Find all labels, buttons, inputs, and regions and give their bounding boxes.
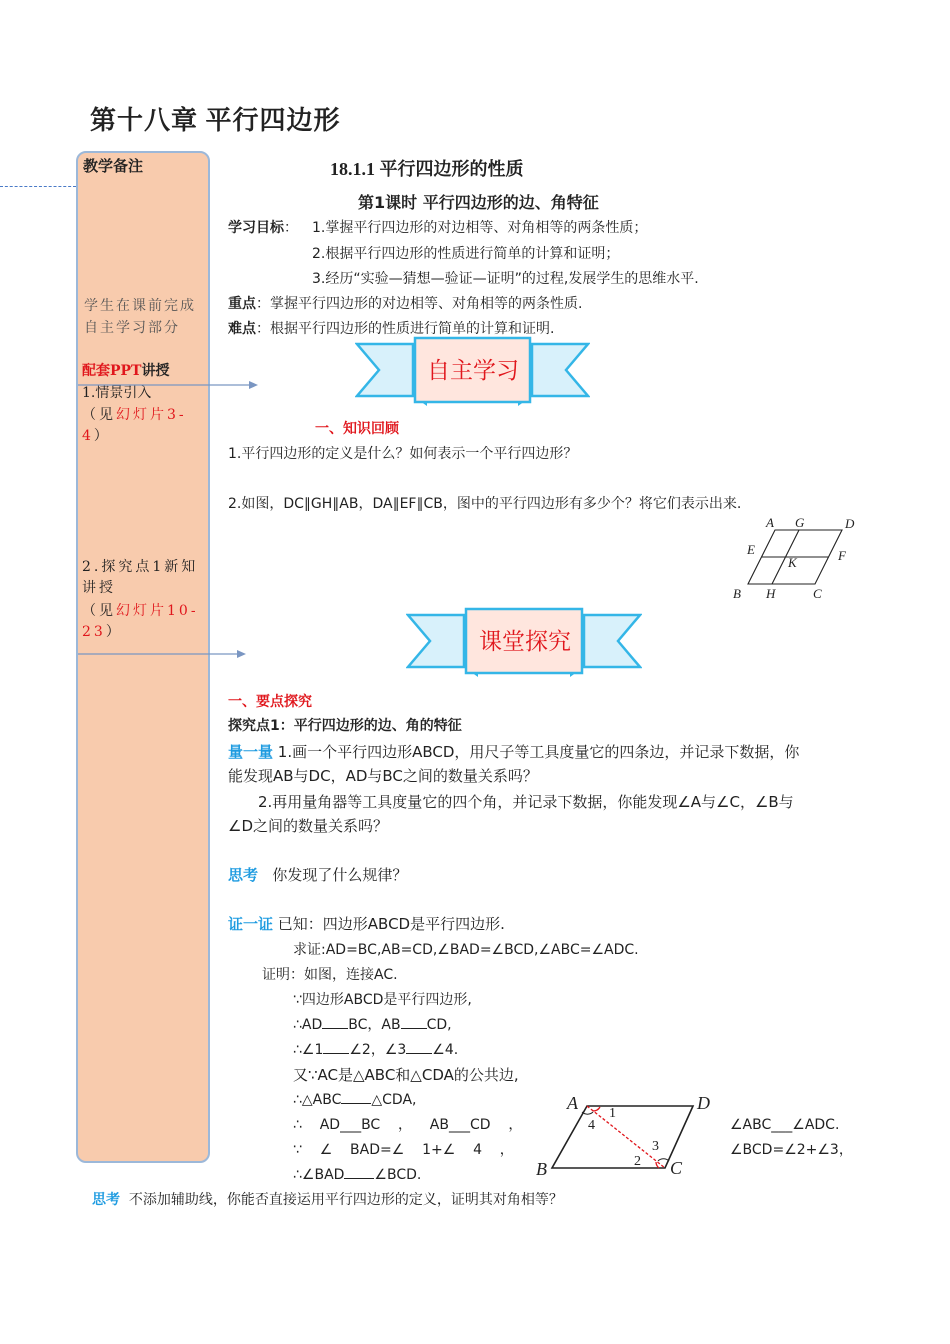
prove-label: 证一证 xyxy=(228,915,274,933)
proof-step-6: ∴ AD___BC ， AB___CD ， xyxy=(293,1117,523,1133)
difficulty-text: ：根据平行四边形的性质进行简单的计算和证明. xyxy=(256,321,555,337)
blank[interactable] xyxy=(341,1091,371,1104)
blank[interactable] xyxy=(344,1166,374,1179)
explore-heading: 一、要点探究 xyxy=(228,694,312,710)
proof-step-2 xyxy=(293,1013,452,1037)
review-q2: 2.如图，DC∥GH∥AB，DA∥EF∥CB，图中的平行四边形有多少个？将它们表示出来. xyxy=(228,496,742,512)
proof-step-7: ∵ ∠ BAD=∠ 1+∠ 4 ， xyxy=(293,1142,514,1158)
blank[interactable] xyxy=(406,1041,432,1054)
proof-step-8 xyxy=(293,1163,421,1187)
ref-slides: 幻灯片10-23 xyxy=(82,603,199,640)
blank[interactable] xyxy=(401,1016,427,1029)
fig1-label-K: K xyxy=(788,555,797,570)
sidebar-note-1: 学生在课前完成 xyxy=(84,298,196,314)
fig2-label-B: B xyxy=(536,1159,547,1179)
fig2-angle-3: 3 xyxy=(652,1139,659,1154)
key-point xyxy=(228,292,582,316)
blank[interactable] xyxy=(323,1041,349,1054)
parallelogram-grid-figure xyxy=(730,512,865,604)
fig2-label-C: C xyxy=(670,1158,683,1178)
fig2-angle-2: 2 xyxy=(634,1154,641,1169)
goal-1: 1.掌握平行四边形的对边相等、对角相等的两条性质； xyxy=(312,220,648,236)
parallelogram-abcd-figure xyxy=(530,1090,720,1180)
think2-label: 思考 xyxy=(92,1192,120,1208)
banner-1-label: 自主学习 xyxy=(427,358,519,384)
s3b: ∠2，∠3 xyxy=(349,1042,407,1058)
fig2-angle-1: 1 xyxy=(609,1106,616,1121)
ref-slides: 幻灯片3-4 xyxy=(82,407,187,444)
goals-label: 学习目标 xyxy=(228,220,284,236)
fig2-label-A: A xyxy=(567,1093,578,1113)
proof-step-7-right: ∠BCD=∠2+∠3， xyxy=(730,1142,853,1158)
fig1-label-C: C xyxy=(813,586,822,601)
known-text: 已知：四边形ABCD是平行四边形. xyxy=(277,915,505,933)
measure-label: 量一量 xyxy=(228,743,274,761)
measure-line-1 xyxy=(228,740,799,764)
sidebar-ppt-red: 配套PPT xyxy=(82,363,142,379)
section-title: 18.1.1 平行四边形的性质 xyxy=(330,159,524,179)
sidebar-heading: 教学备注 xyxy=(83,157,144,175)
proof-step-4: 又∵AC是△ABC和△CDA的公共边, xyxy=(293,1066,519,1084)
s2a: ∴AD xyxy=(293,1017,323,1033)
s2b: BC，AB xyxy=(348,1017,401,1033)
goal-3: 3.经历“实验—猜想—验证—证明”的过程,发展学生的思维水平. xyxy=(312,271,699,287)
s5a: ∴△ABC xyxy=(293,1092,342,1108)
fig1-label-A: A xyxy=(766,515,774,530)
proof-head: 证明：如图，连接AC. xyxy=(262,967,398,983)
s8a: ∴∠BAD xyxy=(293,1167,345,1183)
review-q1: 1.平行四边形的定义是什么？如何表示一个平行四边形？ xyxy=(228,446,578,462)
explore-point-title: 探究点1：平行四边形的边、角的特征 xyxy=(228,718,462,734)
measure-text-1: 1.画一个平行四边形ABCD，用尺子等工具度量它的四条边，并记录下数据，你 xyxy=(277,743,800,761)
s3c: ∠4. xyxy=(432,1042,459,1058)
to-prove: 求证:AD=BC,AB=CD,∠BAD=∠BCD,∠ABC=∠ADC. xyxy=(293,942,639,958)
goals-line-1 xyxy=(228,216,298,240)
think-line xyxy=(228,863,407,887)
prove-line xyxy=(228,912,505,936)
key-point-text: ：掌握平行四边形的对边相等、对角相等的两条性质. xyxy=(256,296,583,312)
fig2-label-D: D xyxy=(697,1093,710,1113)
s5b: △CDA, xyxy=(371,1092,417,1108)
fig2-angle-4: 4 xyxy=(588,1118,595,1133)
proof-step-5 xyxy=(293,1088,417,1112)
goals-colon: ： xyxy=(284,220,298,236)
review-heading: 一、知识回顾 xyxy=(315,421,399,437)
proof-step-6-right: ∠ABC___∠ADC. xyxy=(730,1117,840,1133)
proof-step-3 xyxy=(293,1038,458,1062)
sidebar-note-2: 自主学习部分 xyxy=(84,320,180,336)
think2-line xyxy=(92,1188,563,1212)
chapter-title: 第十八章 平行四边形 xyxy=(90,106,341,135)
think-label: 思考 xyxy=(228,866,259,884)
fig1-label-E: E xyxy=(747,542,755,557)
sidebar-item2-title: 2.探究点1新知讲授 xyxy=(82,559,199,596)
sidebar-ppt-black: 讲授 xyxy=(141,363,170,379)
fig1-label-B: B xyxy=(733,586,741,601)
s3a: ∴∠1 xyxy=(293,1042,324,1058)
key-point-label: 重点 xyxy=(228,296,256,312)
s2c: CD, xyxy=(426,1017,452,1033)
ref-prefix: （见 xyxy=(82,603,116,619)
proof-step-1: ∵四边形ABCD是平行四边形, xyxy=(293,992,472,1008)
measure-line-2: 能发现AB与DC，AD与BC之间的数量关系吗？ xyxy=(228,767,538,785)
ref-suffix: ） xyxy=(105,624,123,640)
fig1-label-G: G xyxy=(795,515,805,530)
blank[interactable] xyxy=(322,1016,348,1029)
measure-line-4: ∠D之间的数量关系吗？ xyxy=(228,817,388,835)
ref-suffix: ） xyxy=(93,428,111,444)
fig1-label-F: F xyxy=(838,548,846,563)
think-text: 你发现了什么规律？ xyxy=(272,866,408,884)
goal-2: 2.根据平行四边形的性质进行简单的计算和证明； xyxy=(312,246,620,262)
difficulty-label: 难点 xyxy=(228,321,256,337)
ref-prefix: （见 xyxy=(82,407,116,423)
sidebar-item1-title: 1.情景引入 xyxy=(82,385,152,401)
lesson-title: 第1课时 平行四边形的边、角特征 xyxy=(358,193,599,212)
fig1-label-D: D xyxy=(845,516,855,531)
think2-text: 不添加辅助线，你能否直接运用平行四边形的定义，证明其对角相等？ xyxy=(128,1192,563,1208)
banner-2-label: 课堂探究 xyxy=(479,629,571,655)
s8b: ∠BCD. xyxy=(374,1167,422,1183)
fig1-label-H: H xyxy=(766,586,776,601)
measure-line-3: 2.再用量角器等工具度量它的四个角，并记录下数据，你能发现∠A与∠C，∠B与 xyxy=(258,793,794,811)
